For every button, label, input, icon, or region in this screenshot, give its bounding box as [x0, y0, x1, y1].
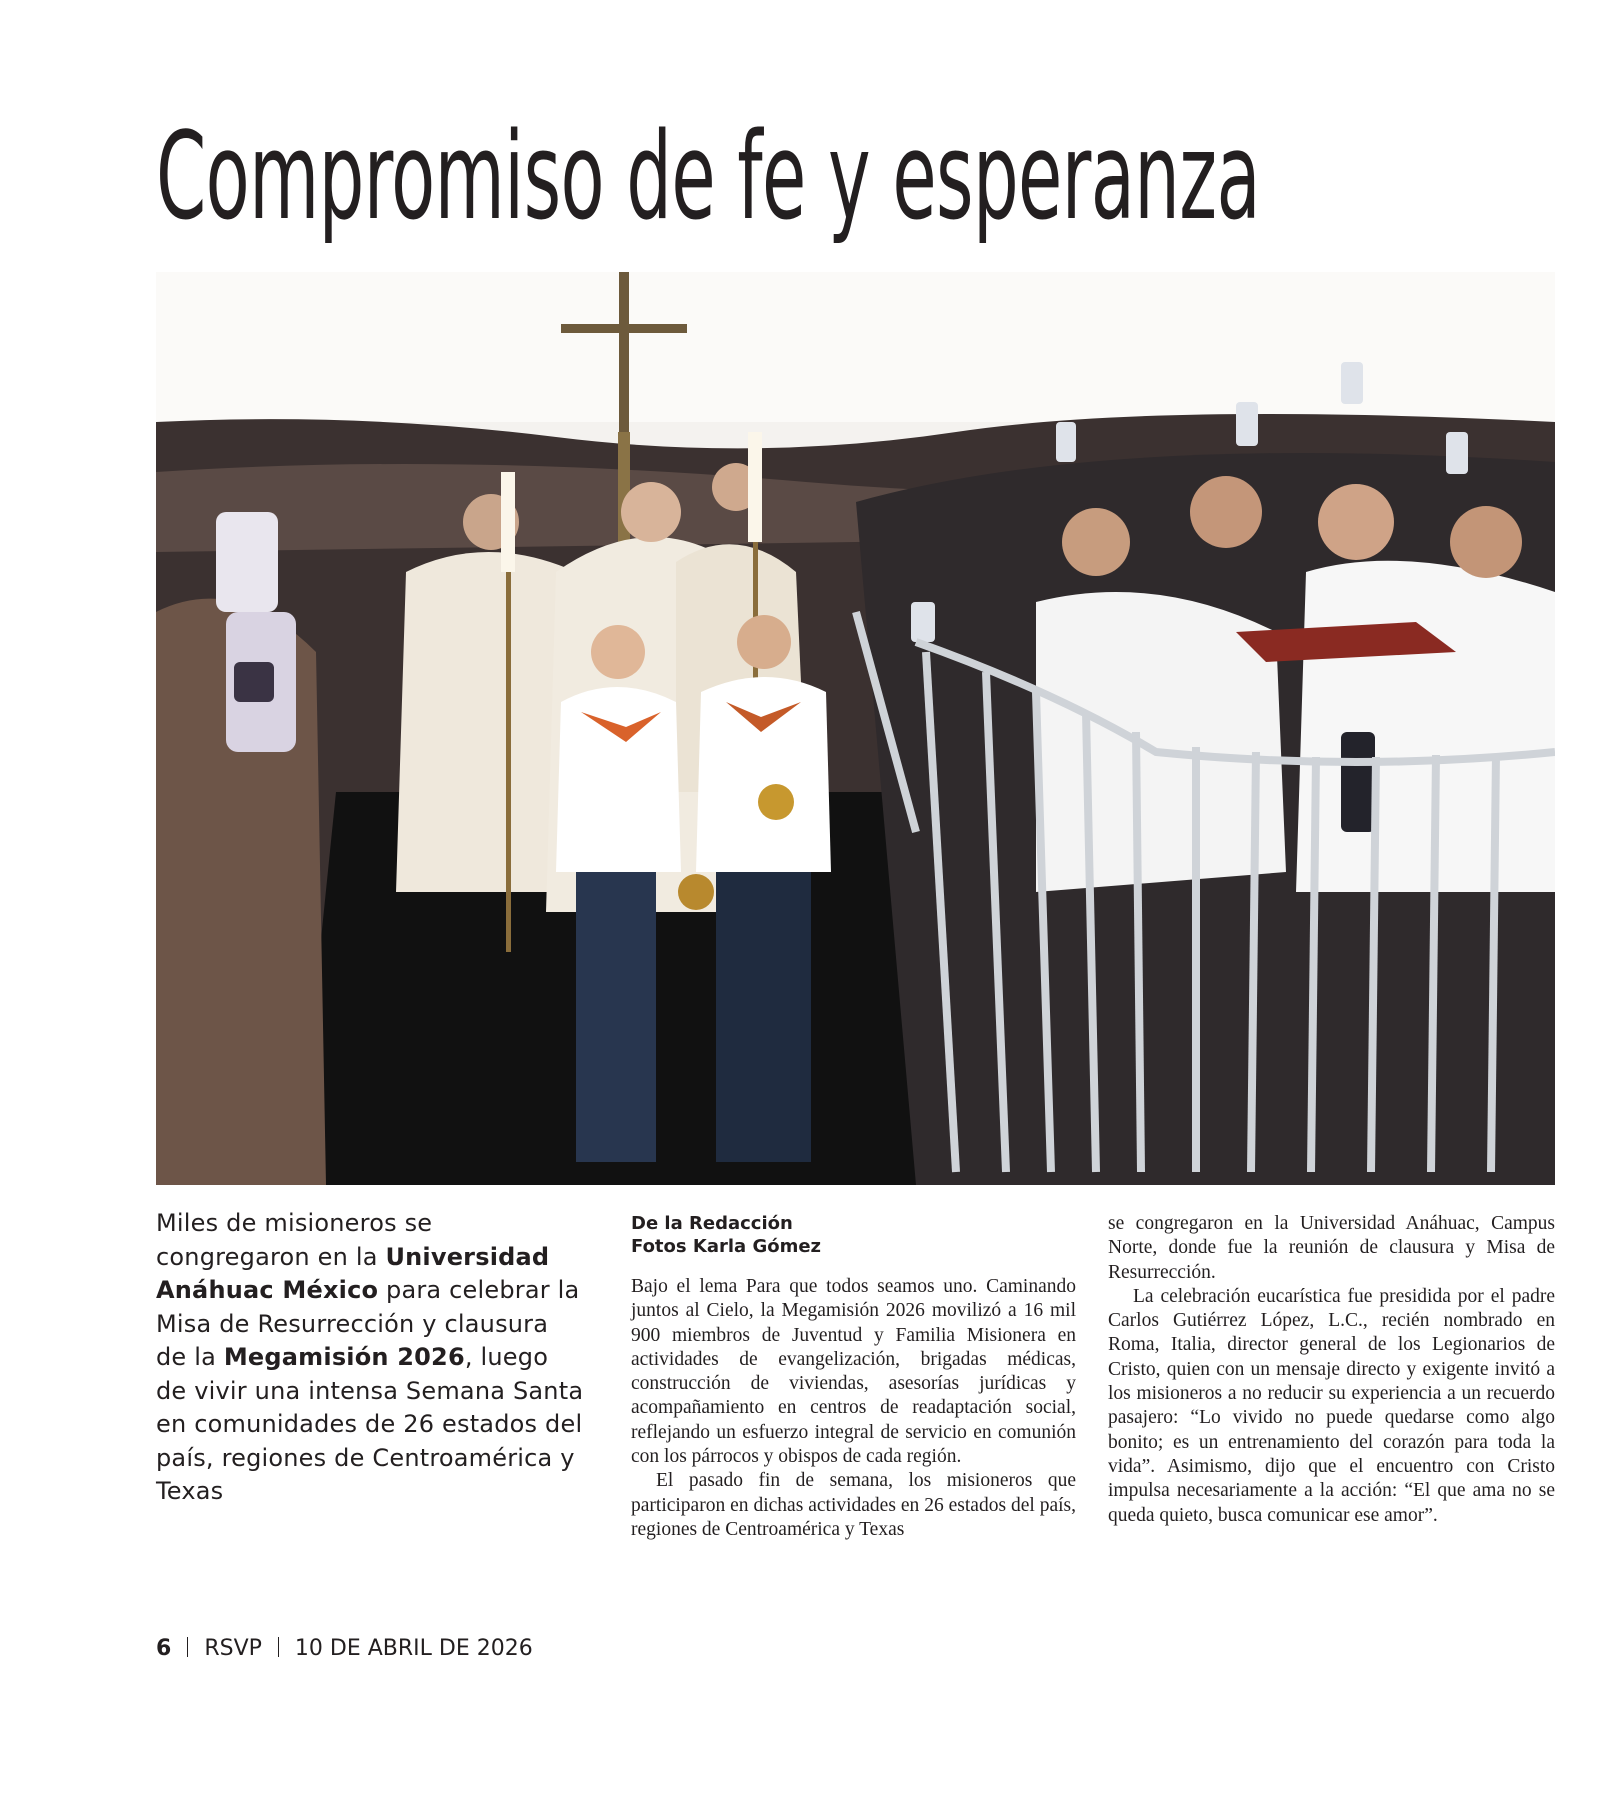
page-footer — [156, 1636, 533, 1662]
photo-procession — [156, 272, 1555, 1185]
article-column-2 — [1108, 1212, 1555, 1528]
headline: Compromiso de fe y esperanza — [156, 108, 1261, 247]
byline-photos: Fotos Karla Gómez — [631, 1236, 822, 1257]
deck-bold-university: Universidad Anáhuac México — [156, 1242, 550, 1304]
byline — [631, 1212, 1076, 1258]
body-paragraph-2-continued: se congregaron en la Universidad Anáhuac, Campus Norte, donde fue la reunión de clausura y Misa de Resurrección. — [1108, 1213, 1555, 1283]
deck-summary — [156, 1207, 586, 1509]
article-column-1 — [631, 1212, 1076, 1542]
byline-author: De la Redacción — [631, 1213, 793, 1234]
deck-text: para celebrar la Misa de Resurrección y clausura de la — [156, 1276, 580, 1371]
deck-bold-megamision: Megamisión 2026 — [223, 1343, 465, 1371]
issue-date: 10 DE ABRIL DE 2026 — [294, 1636, 533, 1661]
body-paragraph-1: Bajo el lema Para que todos seamos uno. Caminando juntos al Cielo, la Megamisión 2026 movilizó a 16 mil 900 miembros de Juventud y Familia Misionera en actividades de evangelización, brigadas médicas, construcción de viviendas, asesorías jurídicas y acompañamiento en centros de readaptación social, reflejando un esfuerzo integral de servicio en comunión con los párrocos y obispos de cada región. — [631, 1276, 1076, 1468]
body-paragraph-3: La celebración eucarística fue presidida por el padre Carlos Gutiérrez López, L.C., recién nombrado en Roma, Italia, director general de los Legionarios de Cristo, quien con un mensaje directo y exigente invitó a los misioneros a no reducir su experiencia a un recuerdo pasajero: “Lo vivido no puede quedarse como algo bonito; es un entrenamiento del corazón para toda la vida”. Asimismo, dijo que el encuentro con Cristo impulsa necesariamente a la acción: “El que ama no se queda quieto, busca comunicar ese amor”. — [1108, 1285, 1555, 1526]
deck-text: Miles de misioneros se congregaron en la — [156, 1209, 433, 1271]
footer-divider — [187, 1637, 188, 1657]
page-number: 6 — [156, 1636, 172, 1661]
photo-illustration — [156, 272, 1555, 1185]
footer-divider — [278, 1637, 279, 1657]
body-paragraph-2: El pasado fin de semana, los misioneros que participaron en dichas actividades en 26 estados del país, regiones de Centroamérica y Texas — [631, 1470, 1076, 1540]
publication-name: RSVP — [204, 1636, 262, 1661]
deck-text: , luego de vivir una intensa Semana Santa en comunidades de 26 estados del país, regiones de Centroamérica y Texas — [156, 1343, 584, 1505]
